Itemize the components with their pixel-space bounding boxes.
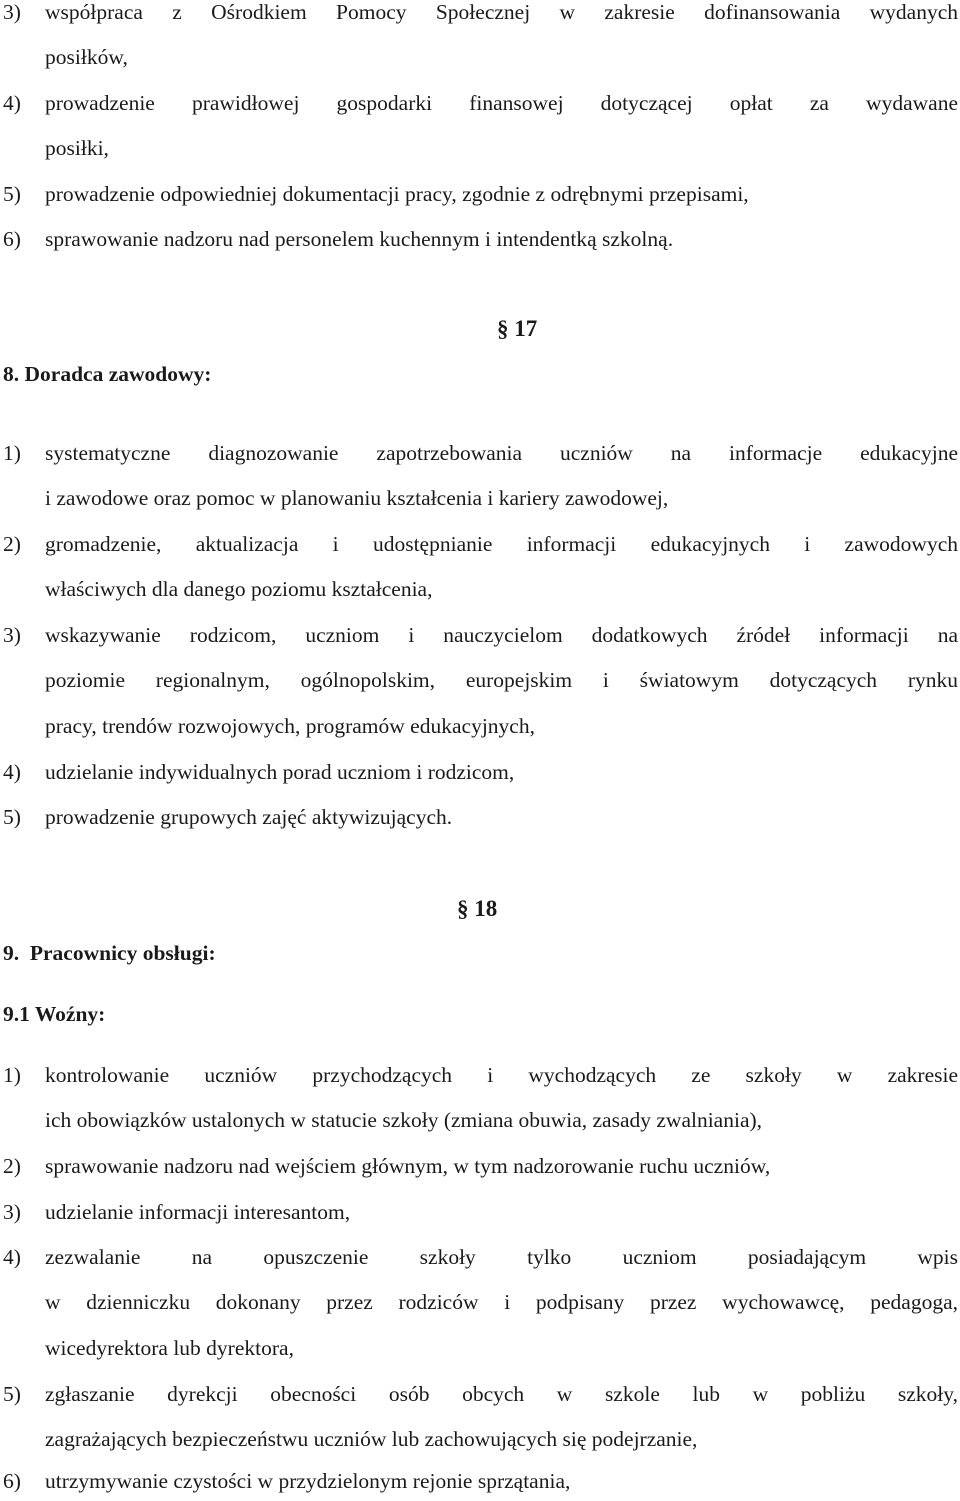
item-line: systematyczne diagnozowanie zapotrzebowania uczniów na informacje edukacyjne (45, 441, 958, 465)
item-number: 5) (3, 1382, 21, 1406)
item-number: 6) (3, 1469, 21, 1493)
item-line: w dzienniczku dokonany przez rodziców i podpisany przez wychowawcę, pedagoga, (45, 1290, 958, 1314)
item-line: wskazywanie rodzicom, uczniom i nauczycielom dodatkowych źródeł informacji na (45, 623, 958, 647)
item-line: wicedyrektora lub dyrektora, (45, 1336, 294, 1360)
item-number: 1) (3, 1063, 21, 1087)
item-number: 4) (3, 760, 21, 784)
item-number: 2) (3, 1154, 21, 1178)
item-number: 5) (3, 805, 21, 829)
item-line: współpraca z Ośrodkiem Pomocy Społecznej w zakresie dofinansowania wydanych (45, 0, 958, 24)
item-number: 3) (3, 1200, 21, 1224)
item-number: 5) (3, 182, 21, 206)
item-line: gromadzenie, aktualizacja i udostępnianie informacji edukacyjnych i zawodowych (45, 532, 958, 556)
item-line: zagrażających bezpieczeństwu uczniów lub zachowujących się podejrzanie, (45, 1427, 698, 1451)
item-line: posiłki, (45, 136, 109, 160)
section-heading-9-1: 9.1 Woźny: (3, 1002, 106, 1026)
item-number: 1) (3, 441, 21, 465)
item-line: ich obowiązków ustalonych w statucie szkoły (zmiana obuwia, zasady zwalniania), (45, 1108, 763, 1132)
item-line: i zawodowe oraz pomoc w planowaniu kształcenia i kariery zawodowej, (45, 486, 669, 510)
section-heading-9: 9. Pracownicy obsługi: (3, 941, 216, 965)
item-line: udzielanie informacji interesantom, (45, 1200, 351, 1224)
item-line: posiłków, (45, 45, 128, 69)
item-number: 6) (3, 227, 21, 251)
item-number: 2) (3, 532, 21, 556)
item-line: poziomie regionalnym, ogólnopolskim, europejskim i światowym dotyczących rynku (45, 668, 958, 692)
item-line: utrzymywanie czystości w przydzielonym rejonie sprzątania, (45, 1469, 571, 1493)
item-line: zezwalanie na opuszczenie szkoły tylko uczniom posiadającym wpis (45, 1245, 958, 1269)
item-line: prowadzenie grupowych zajęć aktywizujących. (45, 805, 453, 829)
item-number: 4) (3, 1245, 21, 1269)
item-line: kontrolowanie uczniów przychodzących i wychodzących ze szkoły w zakresie (45, 1063, 958, 1087)
item-line: sprawowanie nadzoru nad personelem kuchennym i intendentką szkolną. (45, 227, 674, 251)
paragraph-marker-17: § 17 (497, 316, 538, 341)
item-line: udzielanie indywidualnych porad uczniom i rodzicom, (45, 760, 515, 784)
item-number: 3) (3, 0, 21, 24)
item-line: zgłaszanie dyrekcji obecności osób obcych w szkole lub w pobliżu szkoły, (45, 1382, 958, 1406)
item-line: pracy, trendów rozwojowych, programów edukacyjnych, (45, 714, 535, 738)
item-line: właściwych dla danego poziomu kształcenia, (45, 577, 433, 601)
item-line: prowadzenie prawidłowej gospodarki finansowej dotyczącej opłat za wydawane (45, 91, 958, 115)
paragraph-marker-18: § 18 (457, 896, 498, 921)
section-heading-8: 8. Doradca zawodowy: (3, 362, 212, 386)
item-number: 3) (3, 623, 21, 647)
item-line: sprawowanie nadzoru nad wejściem głównym, w tym nadzorowanie ruchu uczniów, (45, 1154, 771, 1178)
item-number: 4) (3, 91, 21, 115)
item-line: prowadzenie odpowiedniej dokumentacji pracy, zgodnie z odrębnymi przepisami, (45, 182, 749, 206)
